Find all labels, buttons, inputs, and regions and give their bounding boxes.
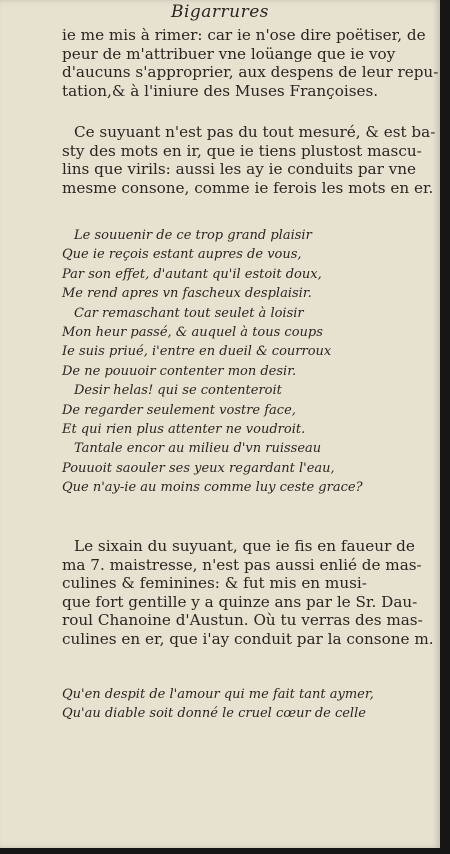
verse-line: Qu'en despit de l'amour qui me fait tant aymer, [62, 687, 374, 702]
verse-line: Par son effet, d'autant qu'il estoit doux, [62, 266, 322, 282]
paragraph-3 [62, 537, 434, 648]
text-line: tation,& à l'iniure des Muses Françoises. [62, 81, 379, 100]
text-line: Le sixain du suyuant, que ie fis en faueur de [74, 537, 415, 555]
verse-line: Desir helas! qui se contenteroit [74, 383, 282, 399]
verse-line: Mon heur passé, & auquel à tous coups [62, 325, 323, 341]
poem-1 [62, 226, 422, 498]
verse-line: De ne pouuoir contenter mon desir. [62, 363, 297, 379]
verse-line: Et qui rien plus attenter ne voudroit. [62, 422, 306, 438]
verse-line: Le souuenir de ce trop grand plaisir [74, 228, 312, 243]
text-line: culines & feminines: & fut mis en musi- [62, 574, 367, 592]
verse-line: Que n'ay-ie au moins comme luy ceste grace? [62, 480, 363, 496]
text-line: ie me mis à rimer: car ie n'ose dire poëtiser, de [62, 26, 426, 44]
text-line: que fort gentille y a quinze ans par le Sr. Dau- [62, 592, 418, 611]
text-line: sty des mots en ir, que ie tiens plustost mascu- [62, 141, 422, 160]
paragraph-1 [62, 26, 439, 100]
text-line: roul Chanoine d'Austun. Où tu verras des mas- [62, 611, 423, 629]
verse-line: Que ie reçois estant aupres de vous, [62, 247, 302, 263]
text-line: culines en er, que i'ay conduit par la consone m. [62, 629, 434, 648]
page-edge-shadow [0, 848, 440, 854]
text-line: d'aucuns s'approprier, aux despens de leur repu- [62, 63, 439, 81]
page-edge-shadow [440, 0, 450, 854]
running-head: Bigarrures [170, 2, 270, 22]
verse-line: De regarder seulement vostre face, [62, 402, 296, 418]
verse-line: Qu'au diable soit donné le cruel cœur de celle [62, 706, 366, 722]
text-line: peur de m'attribuer vne loüange que ie voy [62, 44, 396, 63]
verse-line: Pouuoit saouler ses yeux regardant l'eau, [62, 460, 335, 476]
verse-line: Car remaschant tout seulet à loisir [74, 305, 304, 321]
verse-line: Me rend apres vn fascheux desplaisir. [62, 286, 312, 302]
verse-line: Tantale encor au milieu d'vn ruisseau [74, 441, 322, 457]
text-line: ma 7. maistresse, n'est pas aussi enlié de mas- [62, 555, 422, 574]
text-line: mesme consone, comme ie ferois les mots en er. [62, 178, 434, 197]
text-line: Ce suyuant n'est pas du tout mesuré, & est ba- [74, 123, 436, 141]
poem-2 [62, 685, 422, 724]
text-line: lins que virils: aussi les ay ie conduits par vne [62, 160, 417, 178]
verse-line: Ie suis priué, i'entre en dueil & courroux [62, 344, 332, 360]
paragraph-2 [62, 123, 436, 197]
